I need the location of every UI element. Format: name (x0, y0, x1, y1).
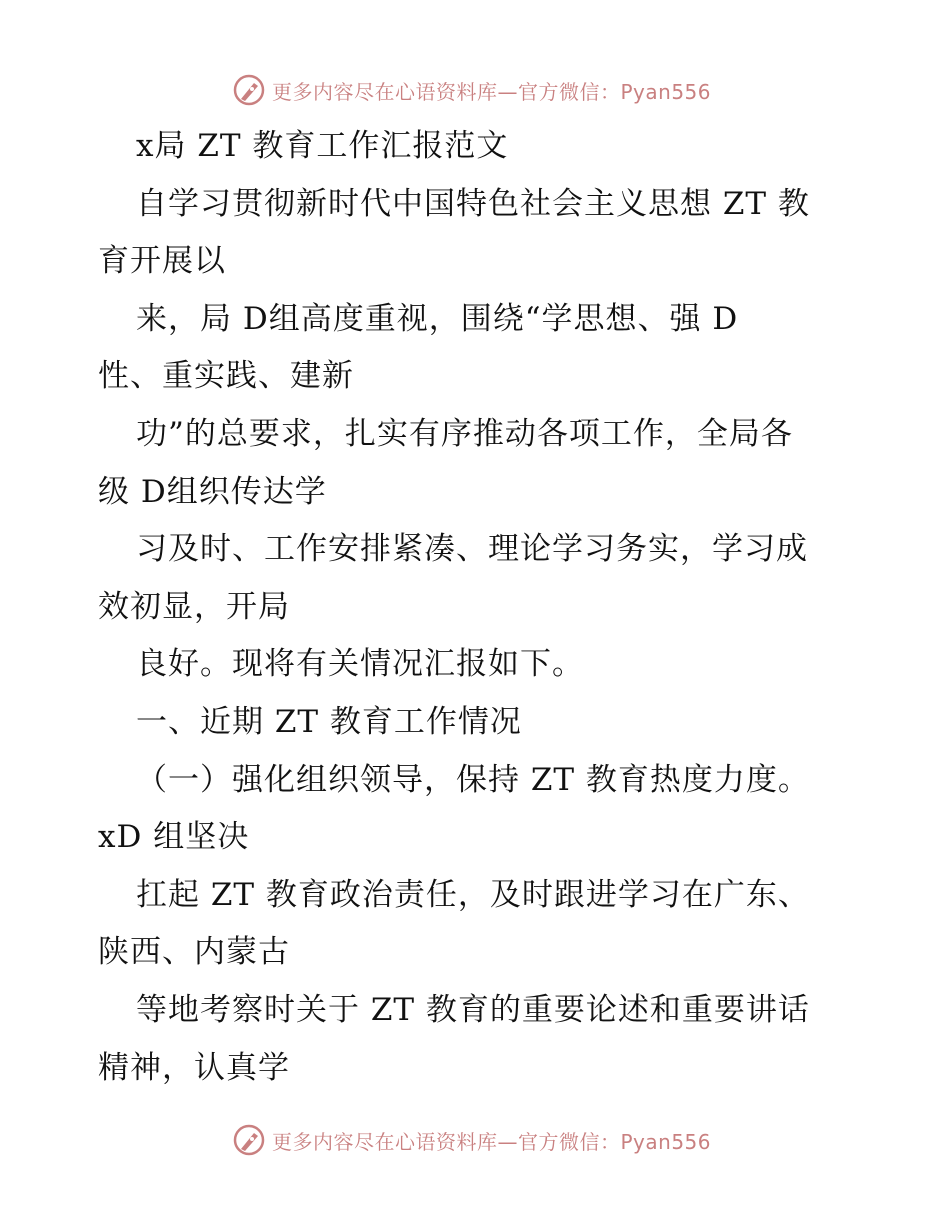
paragraph-line: 等地考察时关于 ZT 教育的重要论述和重要讲话 (136, 991, 810, 1028)
paragraph-line: 育开展以 (98, 243, 226, 280)
paragraph-line: 级 D组织传达学 (98, 473, 327, 510)
paragraph-line: 精神，认真学 (98, 1049, 290, 1086)
paragraph-line: xD 组坚决 (98, 819, 250, 856)
watermark-banner-bottom (232, 1120, 712, 1160)
watermark-text: 更多内容尽在心语资料库—官方微信：Pyan556 (272, 1129, 712, 1154)
pen-nib-logo-icon (232, 1123, 266, 1157)
watermark-banner-top (232, 70, 712, 110)
pen-nib-logo-icon (232, 73, 266, 107)
document-title: x局 ZT 教育工作汇报范文 (136, 128, 509, 164)
paragraph-line: 来，局 D组高度重视，围绕“学思想、强 D (136, 300, 739, 337)
paragraph-line: 习及时、工作安排紧凑、理论学习务实，学习成 (136, 531, 808, 568)
watermark-text: 更多内容尽在心语资料库—官方微信：Pyan556 (272, 79, 712, 104)
paragraph-line: 效初显，开局 (98, 588, 290, 625)
paragraph-line: 性、重实践、建新 (98, 358, 354, 395)
paragraph-line: 扛起 ZT 教育政治责任，及时跟进学习在广东、 (136, 876, 810, 913)
paragraph-line: 良好。现将有关情况汇报如下。 (136, 646, 584, 683)
paragraph-line: 功”的总要求，扎实有序推动各项工作，全局各 (136, 415, 793, 452)
paragraph-line: 陕西、内蒙古 (98, 934, 290, 971)
subsection-heading: （一）强化组织领导，保持 ZT 教育热度力度。 (136, 761, 810, 798)
paragraph-line: 自学习贯彻新时代中国特色社会主义思想 ZT 教 (136, 185, 810, 222)
document-body (98, 118, 858, 1097)
section-heading: 一、近期 ZT 教育工作情况 (136, 703, 522, 740)
